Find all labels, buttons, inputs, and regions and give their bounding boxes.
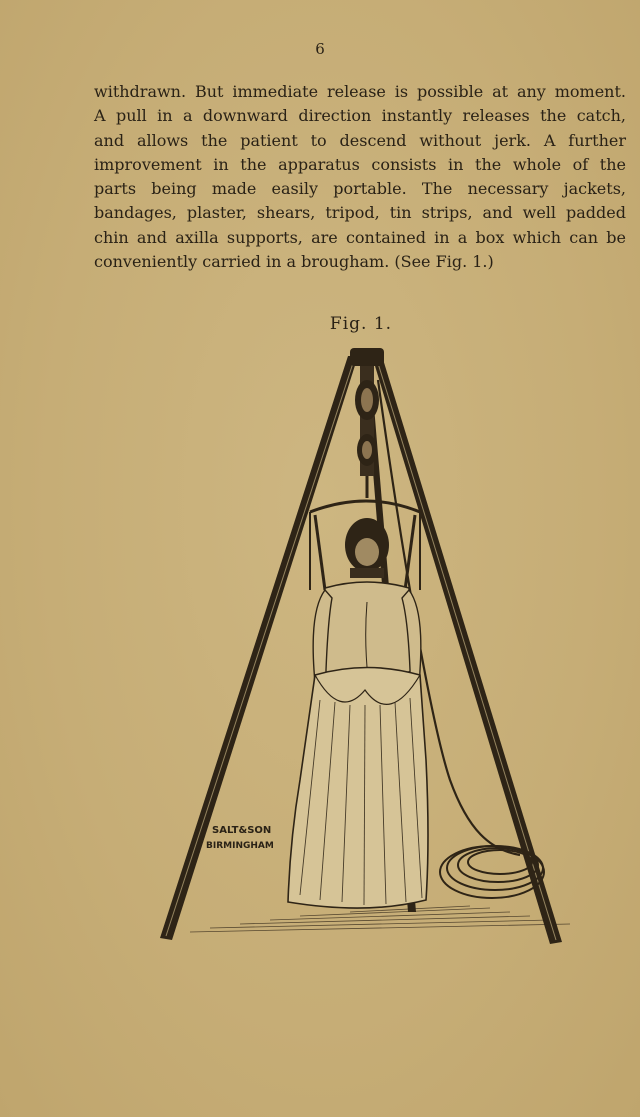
figure-illustration bbox=[150, 340, 590, 950]
page-number: 6 bbox=[315, 40, 325, 58]
text-line: withdrawn. But immediate release is possible at any moment. bbox=[94, 82, 626, 101]
text-line: A pull in a downward direction instantly releases the catch, bbox=[94, 106, 626, 126]
figure-caption: Fig. 1. bbox=[329, 314, 393, 334]
text-line: improvement in the apparatus consists in the whole of the bbox=[94, 154, 626, 174]
text-line: parts being made easily portable. The necessary jackets, bbox=[94, 179, 626, 199]
maker-mark-line2: BIRMINGHAM bbox=[206, 841, 274, 851]
text-line: and allows the patient to descend without jerk. A further bbox=[94, 130, 626, 150]
text-line: chin and axilla supports, are contained in a box which can be bbox=[94, 227, 626, 247]
maker-mark-line1: SALT&SON bbox=[212, 825, 272, 836]
tripod-suspension-engraving bbox=[150, 340, 590, 950]
text-line: bandages, plaster, shears, tripod, tin strips, and well padded bbox=[94, 203, 626, 223]
floor-shading bbox=[190, 906, 570, 932]
text-line: conveniently carried in a brougham. (See Fig. 1.) bbox=[94, 252, 494, 272]
body-paragraph bbox=[94, 80, 626, 274]
